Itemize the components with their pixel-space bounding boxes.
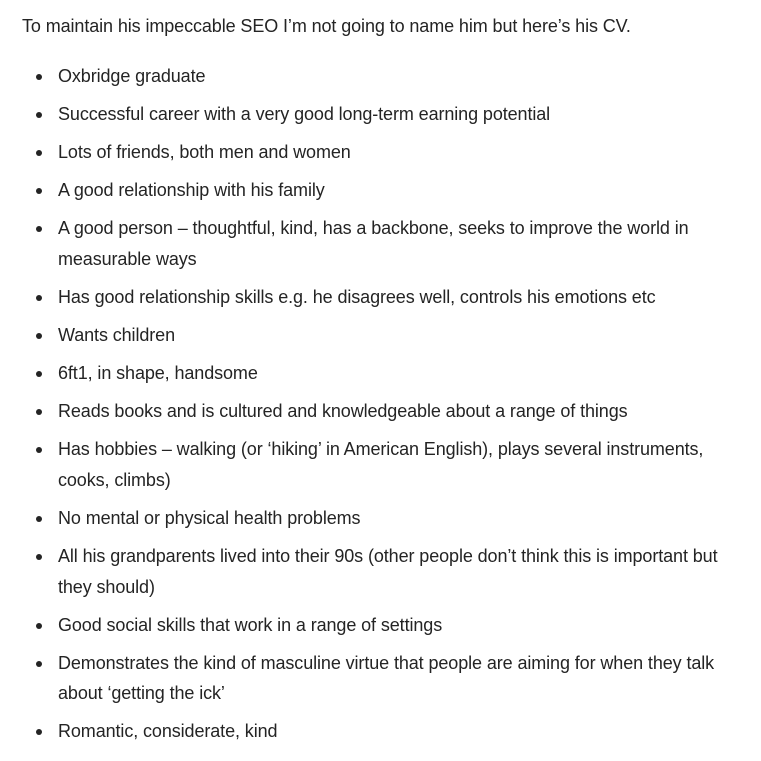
bullet-icon <box>36 74 42 80</box>
list-item <box>22 61 751 92</box>
list-item <box>22 282 751 313</box>
list-item-text: Has hobbies – walking (or ‘hiking’ in American English), plays several instruments, cooks, climbs) <box>58 439 704 490</box>
bullet-icon <box>36 661 42 667</box>
list-item <box>22 358 751 389</box>
list-item <box>22 541 751 602</box>
bullet-icon <box>36 729 42 735</box>
list-item-text: 6ft1, in shape, handsome <box>58 363 258 384</box>
list-item <box>22 137 751 168</box>
intro-paragraph: To maintain his impeccable SEO I’m not going to name him but here’s his CV. <box>22 16 631 36</box>
list-item-text: Romantic, considerate, kind <box>58 721 278 742</box>
bullet-icon <box>36 371 42 377</box>
list-item <box>22 434 751 495</box>
list-item <box>22 99 751 130</box>
bullet-icon <box>36 188 42 194</box>
bullet-icon <box>36 333 42 339</box>
list-item <box>22 213 751 274</box>
list-item <box>22 648 751 709</box>
list-item-text: Demonstrates the kind of masculine virtue that people are aiming for when they talk about ‘getting the ick’ <box>58 652 715 704</box>
list-item-text: Oxbridge graduate <box>58 66 206 86</box>
list-item-text: All his grandparents lived into their 90s (other people don’t think this is important but they should) <box>58 546 718 597</box>
list-item-text: Successful career with a very good long-term earning potential <box>58 104 551 125</box>
bullet-icon <box>36 150 42 156</box>
bullet-icon <box>36 623 42 629</box>
list-item-text: Has good relationship skills e.g. he disagrees well, controls his emotions etc <box>58 286 656 307</box>
cv-bullet-list <box>22 61 751 747</box>
list-item <box>22 396 751 427</box>
list-item-text: No mental or physical health problems <box>58 507 361 528</box>
list-item-text: Good social skills that work in a range of settings <box>58 614 443 635</box>
list-item <box>22 320 751 351</box>
list-item-text: Wants children <box>58 325 175 346</box>
bullet-icon <box>36 295 42 301</box>
list-item-text: Reads books and is cultured and knowledgeable about a range of things <box>58 401 628 422</box>
bullet-icon <box>36 112 42 118</box>
bullet-icon <box>36 516 42 522</box>
bullet-icon <box>36 554 42 560</box>
list-item-text: A good relationship with his family <box>58 180 325 201</box>
bullet-icon <box>36 226 42 232</box>
list-item <box>22 175 751 206</box>
bullet-icon <box>36 447 42 453</box>
list-item <box>22 716 751 747</box>
list-item-text: A good person – thoughtful, kind, has a backbone, seeks to improve the world in measurable ways <box>58 218 689 269</box>
list-item <box>22 503 751 534</box>
list-item-text: Lots of friends, both men and women <box>58 142 351 163</box>
list-item <box>22 610 751 641</box>
bullet-icon <box>36 409 42 415</box>
